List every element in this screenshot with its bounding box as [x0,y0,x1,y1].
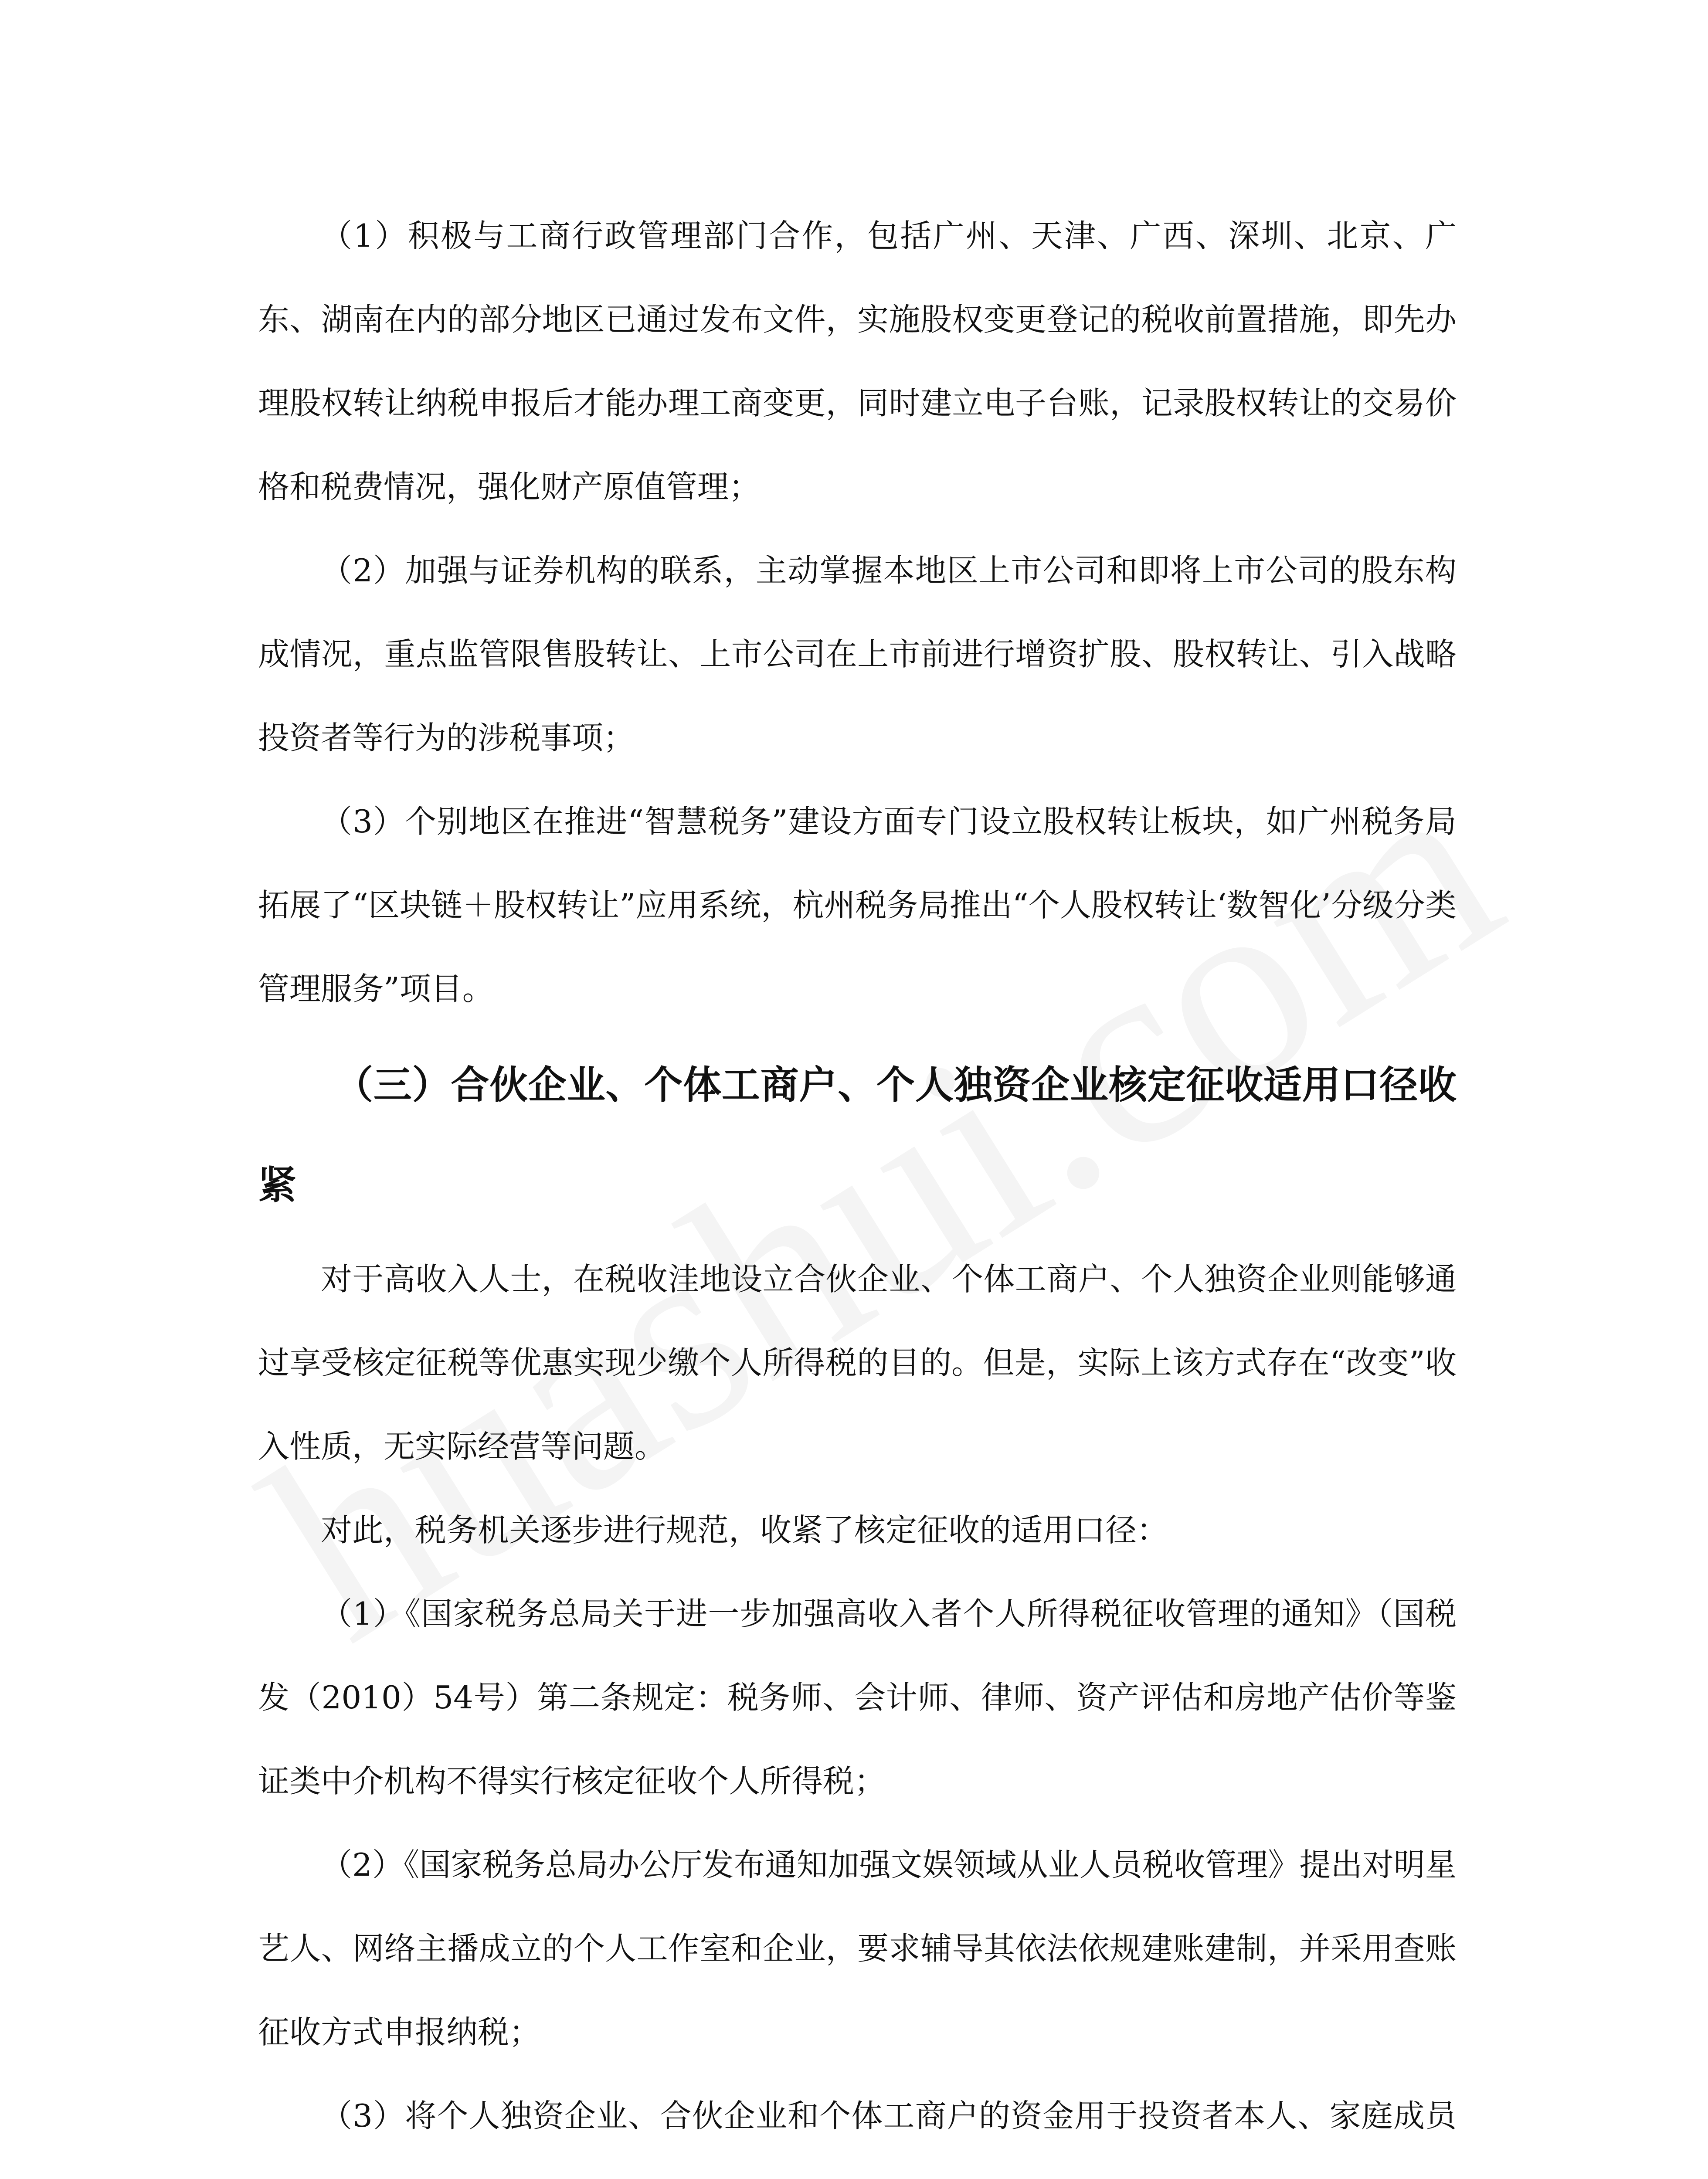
paragraph: （1）积极与工商行政管理部门合作，包括广州、天津、广西、深圳、北京、广东、湖南在内的部分地区已通过发布文件，实施股权变更登记的税收前置措施，即先办理股权转让纳税申报后才能办理工商变更，同时建立电子台账，记录股权转让的交易价格和税费情况，强化财产原值管理； [258,217,1457,505]
paragraph: 对于高收入人士，在税收洼地设立合伙企业、个体工商户、个人独资企业则能够通过享受核定征税等优惠实现少缴个人所得税的目的。但是，实际上该方式存在“改变”收入性质，无实际经营等问题。 [258,1261,1457,1465]
paragraph: （3）个别地区在推进“智慧税务”建设方面专门设立股权转让板块，如广州税务局拓展了“区块链＋股权转让”应用系统，杭州税务局推出“个人股权转让‘数智化’分级分类管理服务”项目。 [258,803,1457,1007]
page-body [258,194,1457,2179]
section-heading: （三）合伙企业、个体工商户、个人独资企业核定征收适用口径收紧 [258,1062,1457,1208]
paragraph: （1）《国家税务总局关于进一步加强高收入者个人所得税征收管理的通知》（国税发（2010）54号）第二条规定：税务师、会计师、律师、资产评估和房地产估价等鉴证类中介机构不得实行核定征收个人所得税； [258,1595,1457,1799]
paragraph: （2）《国家税务总局办公厅发布通知加强文娱领域从业人员税收管理》提出对明星艺人、网络主播成立的个人工作室和企业，要求辅导其依法依规建账建制，并采用查账征收方式申报纳税； [258,1846,1457,2050]
paragraph: 对此，税务机关逐步进行规范，收紧了核定征收的适用口径： [321,1512,1168,1548]
paragraph: （3）将个人独资企业、合伙企业和个体工商户的资金用于投资者本人、家庭成员 [321,2098,1457,2134]
paragraph: （2）加强与证券机构的联系，主动掌握本地区上市公司和即将上市公司的股东构成情况，重点监管限售股转让、上市公司在上市前进行增资扩股、股权转让、引入战略投资者等行为的涉税事项； [258,552,1457,756]
